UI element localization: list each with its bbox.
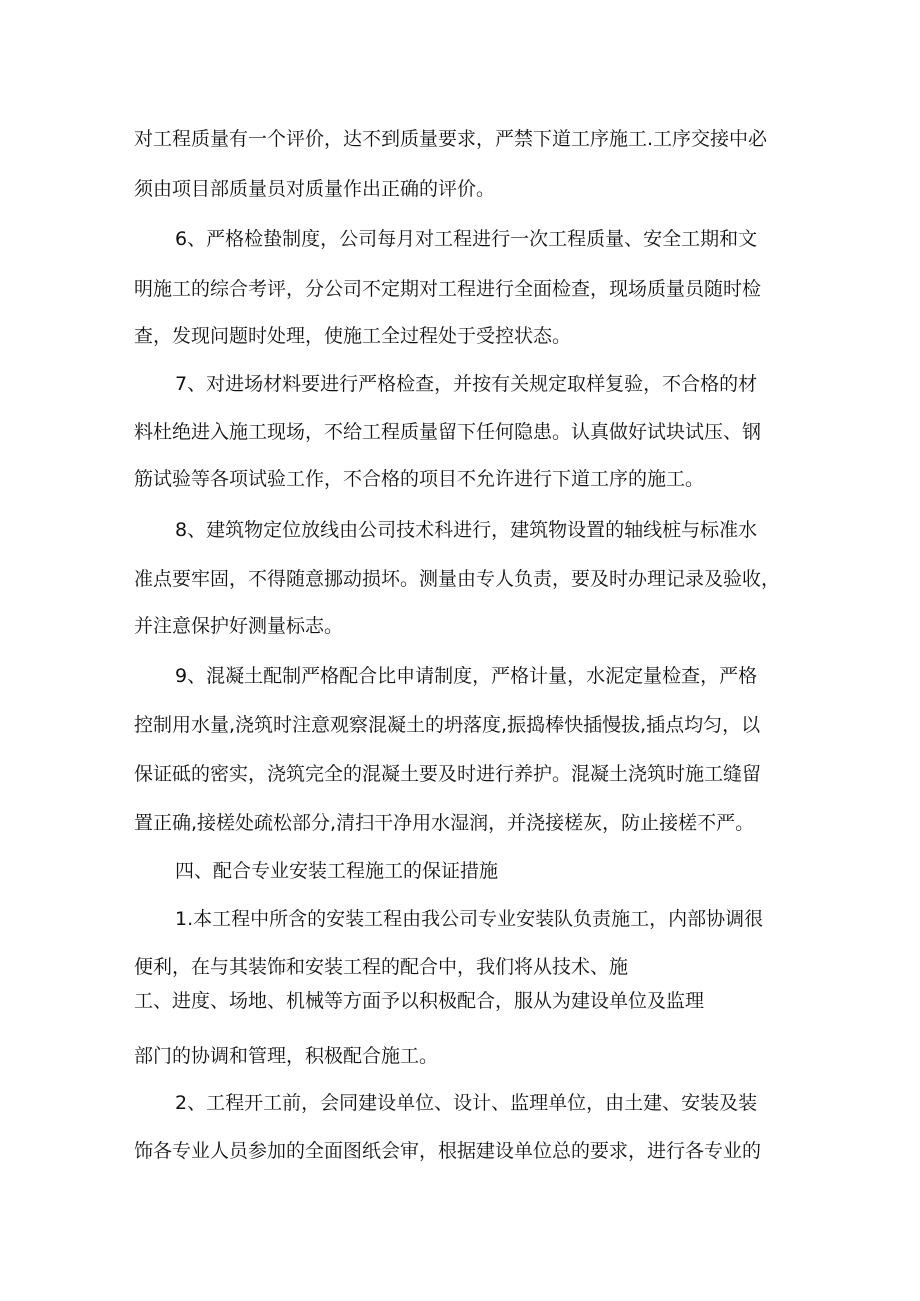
text-line-19: 工、进度、场地、机械等方面予以积极配合，服从为建设单位及监理 bbox=[134, 990, 705, 1012]
text-line-17: 1.本工程中所含的安装工程由我公司专业安装队负责施工，内部协调很 bbox=[175, 908, 764, 930]
text-line-21: 2、工程开工前，会同建设单位、设计、监理单位，由土建、安装及装 bbox=[175, 1092, 758, 1114]
text-line-10: 准点要牢固，不得随意挪动损坏。测量由专人负责，要及时办理记录及验收， bbox=[134, 568, 781, 590]
section-heading: 四、配合专业安装工程施工的保证措施 bbox=[175, 860, 499, 882]
text-line-4: 明施工的综合考评，分公司不定期对工程进行全面检查，现场质量员随时检 bbox=[134, 278, 762, 300]
text-line-15: 置正确,接槎处疏松部分,清扫干净用水湿润，并浇接槎灰，防止接槎不严。 bbox=[134, 812, 755, 834]
text-line-20: 部门的协调和管理，积极配合施工。 bbox=[134, 1045, 439, 1067]
text-line-8: 筋试验等各项试验工作，不合格的项目不允许进行下道工序的施工。 bbox=[134, 468, 705, 490]
text-line-12: 9、混凝土配制严格配合比申请制度，严格计量，水泥定量检查，严格 bbox=[175, 665, 758, 687]
text-line-11: 并注意保护好测量标志。 bbox=[134, 615, 344, 637]
text-line-6: 7、对进场材料要进行严格检查，并按有关规定取样复验，不合格的材 bbox=[175, 373, 758, 395]
text-line-1: 对工程质量有一个评价，达不到质量要求，严禁下道工序施工.工序交接中必 bbox=[134, 128, 768, 150]
text-line-18: 便利，在与其装饰和安装工程的配合中，我们将从技术、施 bbox=[134, 956, 629, 978]
text-line-7: 料杜绝进入施工现场，不给工程质量留下任何隐患。认真做好试块试压、钢 bbox=[134, 421, 762, 443]
text-line-9: 8、建筑物定位放线由公司技术科进行，建筑物设置的轴线桩与标准水 bbox=[175, 519, 758, 541]
text-line-13: 控制用水量,浇筑时注意观察混凝土的坍落度,振捣棒快插慢拔,插点均匀，以 bbox=[134, 714, 761, 736]
text-line-2: 须由项目部质量员对质量作出正确的评价。 bbox=[134, 178, 496, 200]
text-line-5: 查，发现问题时处理，使施工全过程处于受控状态。 bbox=[134, 325, 572, 347]
text-line-14: 保证砥的密实，浇筑完全的混凝土要及时进行养护。混凝土浇筑时施工缝留 bbox=[134, 763, 762, 785]
text-line-3: 6、严格检蛰制度，公司每月对工程进行一次工程质量、安全工期和文 bbox=[175, 228, 758, 250]
text-line-22: 饰各专业人员参加的全面图纸会审，根据建设单位总的要求，进行各专业的 bbox=[134, 1140, 762, 1162]
